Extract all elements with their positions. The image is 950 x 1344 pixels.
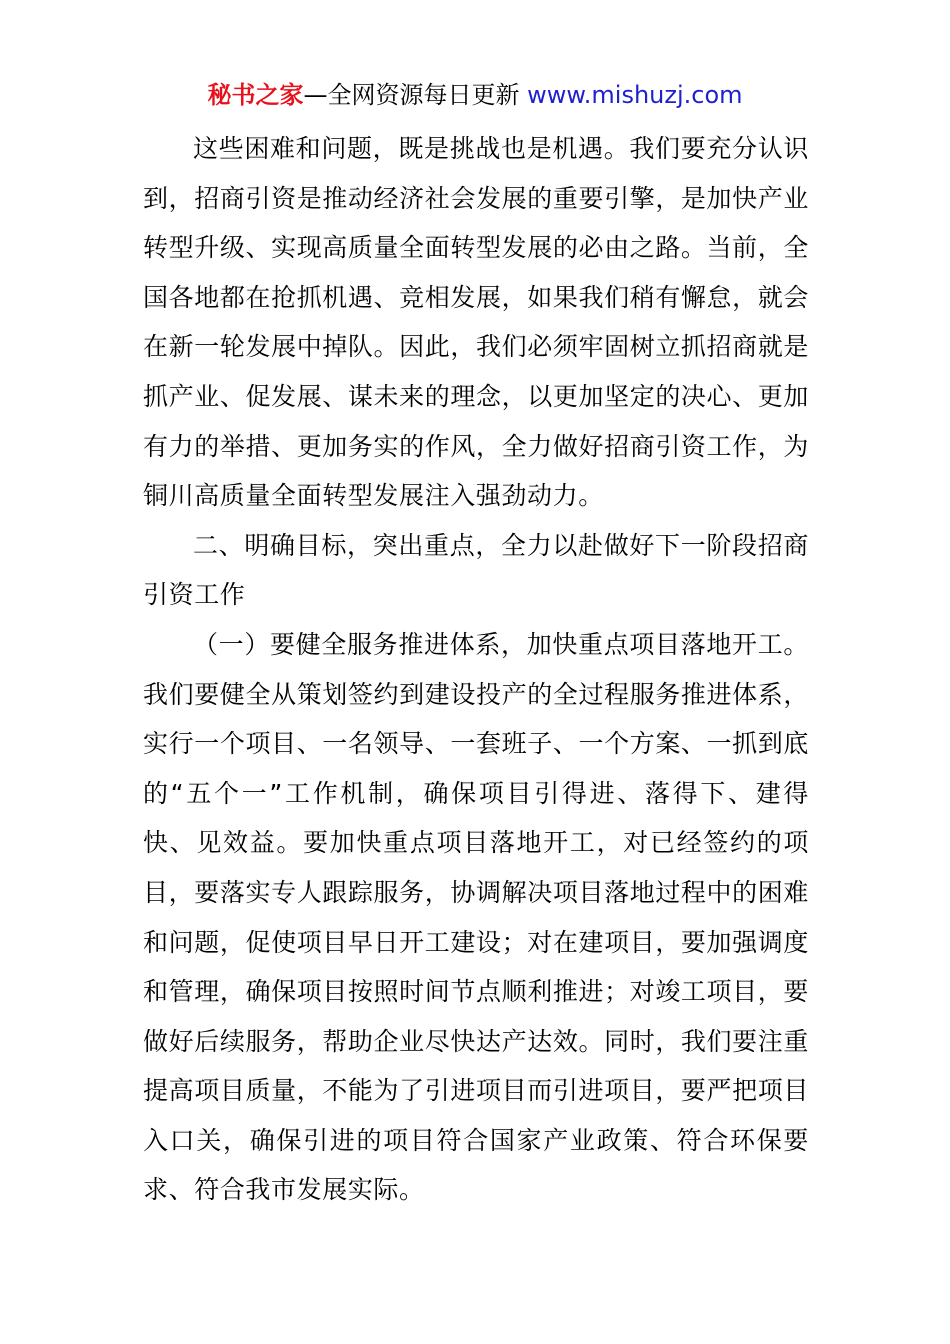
header-tagline: —全网资源每日更新 bbox=[303, 81, 520, 109]
brand-name: 秘书之家 bbox=[207, 81, 304, 109]
paragraph: 这些困难和问题，既是挑战也是机遇。我们要充分认识到，招商引资是推动经济社会发展的重要引擎，是加快产业转型升级、实现高质量全面转型发展的必由之路。当前，全国各地都在抢抓机遇、竞相发展，如果我们稍有懈怠，就会在新一轮发展中掉队。因此，我们必须牢固树立抓招商就是抓产业、促发展、谋未来的理念，以更加坚定的决心、更加有力的举措、更加务实的作风，全力做好招商引资工作，为铜川高质量全面转型发展注入强劲动力。 bbox=[143, 134, 809, 511]
site-url-link[interactable]: www.mishuzj.com bbox=[527, 81, 743, 109]
page-header bbox=[0, 78, 950, 112]
paragraph: （一）要健全服务推进体系，加快重点项目落地开工。我们要健全从策划签约到建设投产的全过程服务推进体系，实行一个项目、一名领导、一套班子、一个方案、一抓到底的“五个一”工作机制，确保项目引得进、落得下、建得快、见效益。要加快重点项目落地开工，对已经签约的项目，要落实专人跟踪服务，协调解决项目落地过程中的困难和问题，促使项目早日开工建设；对在建项目，要加强调度和管理，确保项目按照时间节点顺利推进；对竣工项目，要做好后续服务，帮助企业尽快达产达效。同时，我们要注重提高项目质量，不能为了引进项目而引进项目，要严把项目入口关，确保引进的项目符合国家产业政策、符合环保要求、符合我市发展实际。 bbox=[143, 629, 809, 1205]
document-body bbox=[143, 124, 809, 1215]
section-heading: 二、明确目标，突出重点，全力以赴做好下一阶段招商引资工作 bbox=[143, 530, 809, 610]
